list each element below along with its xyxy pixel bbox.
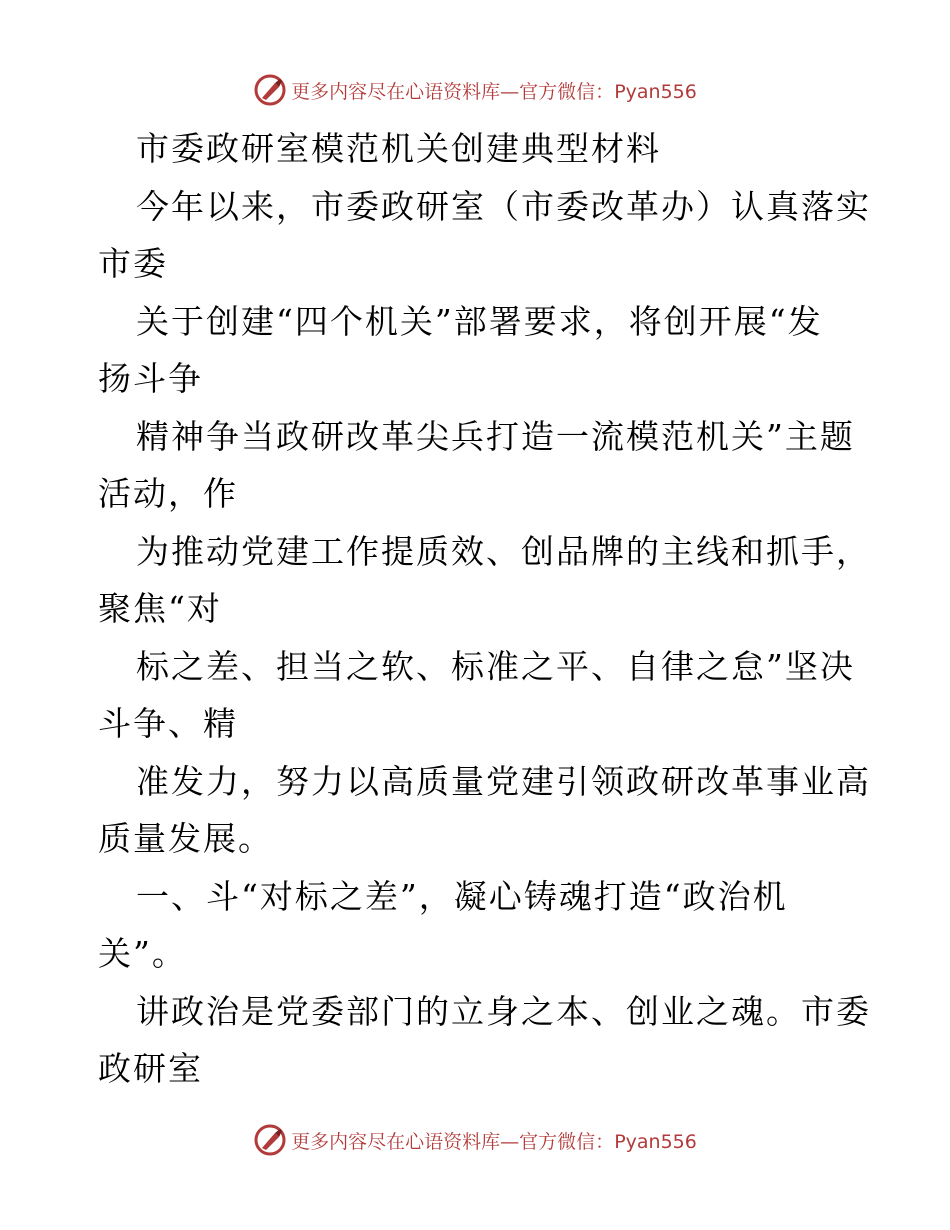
footer-banner-main: 更多内容尽在心语资料库: [291, 1130, 501, 1153]
paragraph-line: 讲政治是党委部门的立身之本、创业之魂。市委: [136, 991, 871, 1031]
document-title: 市委政研室模范机关创建典型材料: [136, 129, 661, 168]
header-banner: [0, 70, 950, 110]
footer-wechat-label: 官方微信：: [519, 1130, 615, 1153]
paragraph-line: 今年以来，市委政研室（市委改革办）认真落实: [136, 186, 871, 226]
paragraph-line: 准发力，努力以高质量党建引领政研改革事业高: [136, 761, 871, 801]
pen-nib-logo-icon: [253, 73, 287, 107]
paragraph-line: 关于创建“四个机关”部署要求，将创开展“发: [136, 301, 823, 341]
paragraph-line: 政研室: [98, 1049, 203, 1088]
footer-banner-dash: —: [500, 1130, 520, 1153]
pen-nib-logo-icon: [253, 1123, 287, 1157]
paragraph-line: 斗争、精: [98, 704, 238, 743]
footer-banner-text: [291, 1127, 697, 1154]
paragraph-line: 精神争当政研改革尖兵打造一流模范机关”主题: [136, 416, 855, 456]
paragraph-line: 扬斗争: [98, 359, 203, 398]
paragraph-line: 聚焦“对: [98, 589, 222, 628]
header-banner-text: [291, 77, 697, 104]
document-body: [98, 120, 871, 1098]
header-banner-main: 更多内容尽在心语资料库: [291, 80, 501, 103]
header-banner-dash: —: [500, 80, 520, 103]
paragraph-line: 市委: [98, 244, 168, 283]
paragraph-line: 标之差、担当之软、标准之平、自律之怠”坚决: [136, 646, 855, 686]
header-wechat-id: Pyan556: [614, 80, 697, 103]
paragraph-line: 质量发展。: [98, 819, 273, 858]
section-heading-line: 一、斗“对标之差”，凝心铸魂打造“政治机: [136, 876, 788, 916]
paragraph-line: 为推动党建工作提质效、创品牌的主线和抓手，: [136, 531, 871, 571]
section-heading-line: 关”。: [98, 934, 187, 973]
footer-banner: [0, 1120, 950, 1160]
footer-wechat-id: Pyan556: [614, 1130, 697, 1153]
header-wechat-label: 官方微信：: [519, 80, 615, 103]
paragraph-line: 活动，作: [98, 474, 238, 513]
